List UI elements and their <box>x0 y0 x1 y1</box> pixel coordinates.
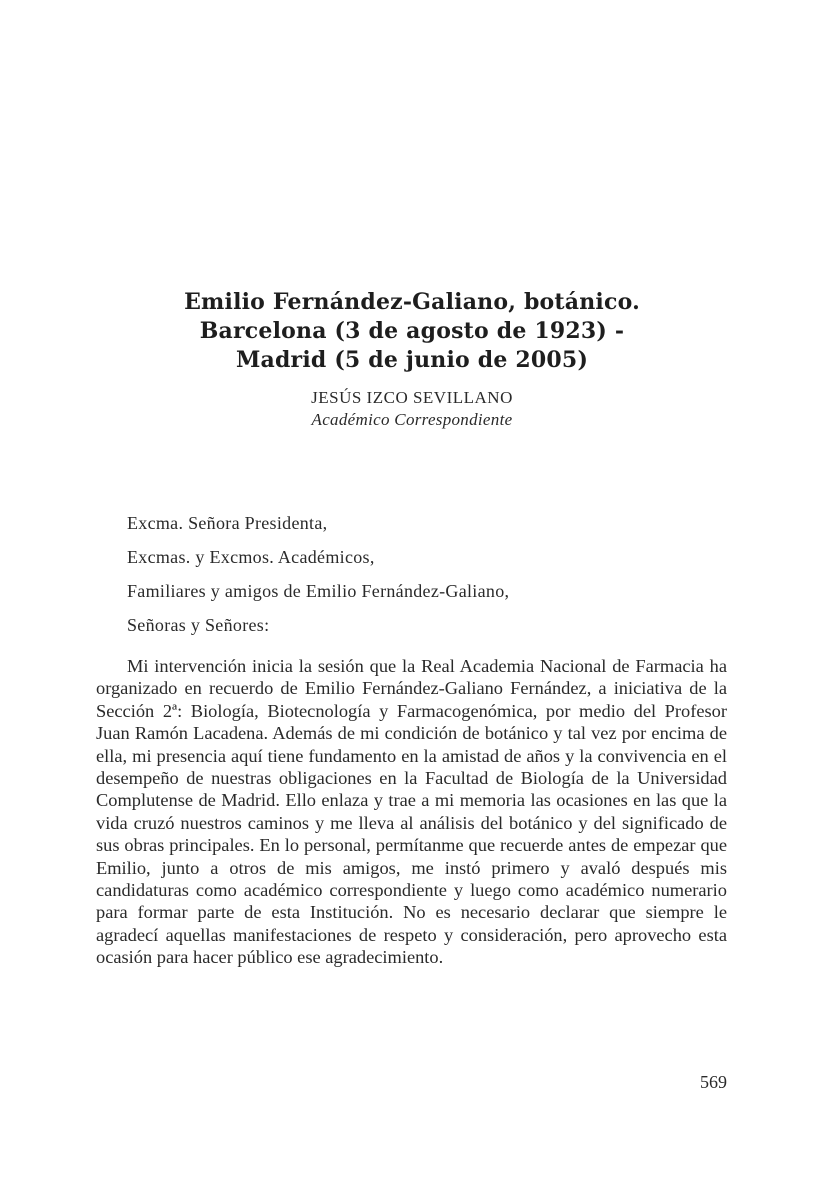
article-title-line-2: Barcelona (3 de agosto de 1923) - <box>199 318 625 344</box>
article-title-line-1: Emilio Fernández-Galiano, botánico. <box>184 289 640 315</box>
salutation-line: Familiares y amigos de Emilio Fernández-Galiano, <box>127 581 510 601</box>
article-title-line-3: Madrid (5 de junio de 2005) <box>235 347 589 373</box>
salutation-line: Excmas. y Excmos. Académicos, <box>127 547 375 567</box>
author-name: JESÚS IZCO SEVILLANO <box>311 388 513 407</box>
salutation-line: Señoras y Señores: <box>127 615 270 635</box>
salutations <box>127 506 727 642</box>
page-number: 569 <box>700 1072 727 1092</box>
body-paragraph: Mi intervención inicia la sesión que la Real Academia Nacional de Farmacia ha organizado en recuerdo de Emilio Fernández-Galiano Fernández, a iniciativa de la Sección 2ª: Biología, Biotecnología y Farmacogenómica, por medio del Profesor Juan Ramón Lacadena. Además de mi condición de botánico y tal vez por encima de ella, mi presencia aquí tiene fundamento en la amistad de años y la convivencia en el desempeño de nuestras obligaciones en la Facultad de Biología de la Universidad Complutense de Madrid. Ello enlaza y trae a mi memoria las ocasiones en las que la vida cruzó nuestros caminos y me lleva al análisis del botánico y del significado de sus obras principales. En lo personal, permítanme que recuerde antes de empezar que Emilio, junto a otros de mis amigos, me instó primero y avaló después mis candidaturas como académico correspondiente y luego como académico numerario para formar parte de esta Institución. No es necesario declarar que siempre le agradecí aquellas manifestaciones de respeto y consideración, pero aprovecho esta ocasión para hacer público ese agradecimiento. <box>96 656 727 968</box>
author-affiliation: Académico Correspondiente <box>311 410 513 429</box>
salutation-line: Excma. Señora Presidenta, <box>127 513 328 533</box>
article-header <box>0 288 824 431</box>
